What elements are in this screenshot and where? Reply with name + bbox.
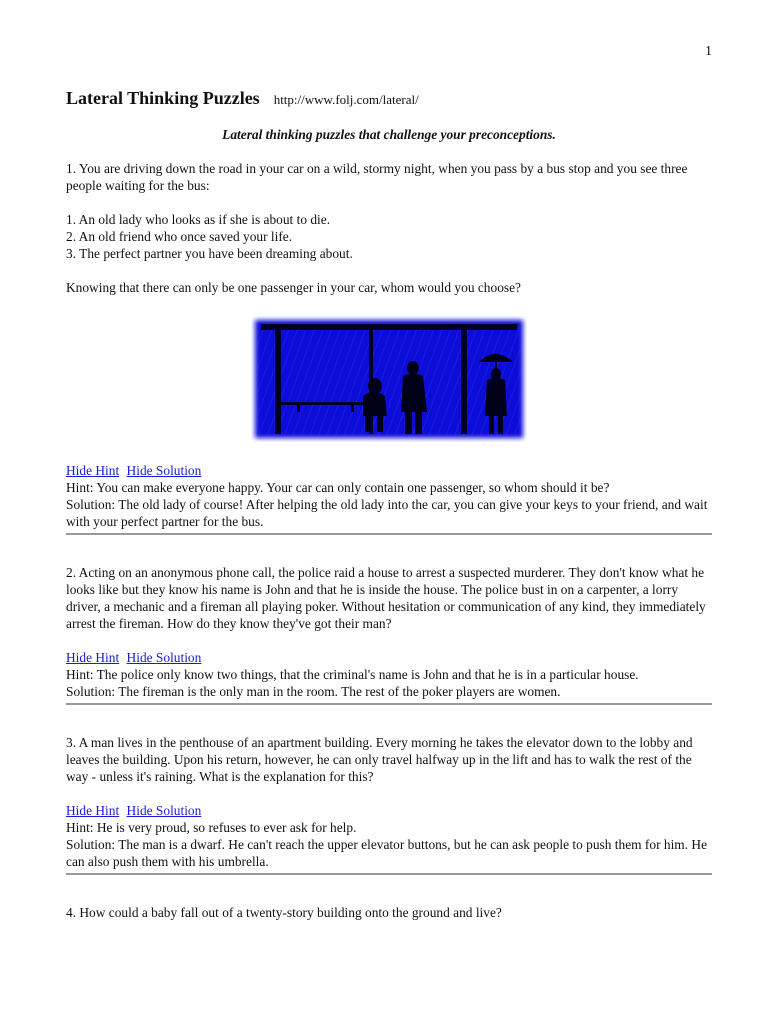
document-body — [66, 90, 712, 921]
option-item: 1. An old lady who looks as if she is about to die. — [66, 212, 331, 227]
puzzle-1 — [66, 160, 712, 535]
puzzle-question: 1. You are driving down the road in your car on a wild, stormy night, when you pass by a bus stop and you see three people waiting for the bus: — [66, 161, 688, 193]
page-title: Lateral Thinking Puzzles — [66, 88, 260, 108]
bus-stop-image — [66, 316, 712, 442]
hide-solution-link[interactable]: Hide Solution — [126, 650, 202, 665]
puzzle-followup: Knowing that there can only be one passenger in your car, whom would you choose? — [66, 280, 521, 295]
puzzle-question: 3. A man lives in the penthouse of an apartment building. Every morning he takes the elevator down to the lobby and leaves the building. Upon his return, however, he can only travel halfway up in the lift and has to walk the rest of the way - unless it's raining. What is the explanation for this? — [66, 735, 693, 784]
puzzle-solution: Solution: The fireman is the only man in the room. The rest of the poker players are women. — [66, 684, 561, 699]
puzzle-4 — [66, 904, 712, 921]
hint-solution-links — [66, 649, 712, 666]
hide-hint-link[interactable]: Hide Hint — [66, 650, 120, 665]
hide-hint-link[interactable]: Hide Hint — [66, 803, 120, 818]
divider — [66, 533, 712, 535]
puzzle-solution: Solution: The man is a dwarf. He can't reach the upper elevator buttons, but he can ask people to push them for him. He can also push them with his umbrella. — [66, 837, 708, 869]
hide-solution-link[interactable]: Hide Solution — [126, 463, 202, 478]
source-url: http://www.folj.com/lateral/ — [273, 92, 419, 107]
option-item: 3. The perfect partner you have been dreaming about. — [66, 246, 353, 261]
puzzle-3 — [66, 734, 712, 875]
divider — [66, 703, 712, 705]
header — [66, 90, 712, 108]
page-subtitle: Lateral thinking puzzles that challenge your preconceptions. — [222, 127, 556, 142]
puzzle-solution: Solution: The old lady of course! After helping the old lady into the car, you can give your keys to your friend, and wait with your perfect partner for the bus. — [66, 497, 708, 529]
bus-stop-illustration — [251, 316, 527, 442]
hint-solution-links — [66, 802, 712, 819]
hide-hint-link[interactable]: Hide Hint — [66, 463, 120, 478]
puzzle-hint: Hint: He is very proud, so refuses to ever ask for help. — [66, 820, 357, 835]
hide-solution-link[interactable]: Hide Solution — [126, 803, 202, 818]
puzzle-2 — [66, 564, 712, 705]
puzzle-question: 2. Acting on an anonymous phone call, the police raid a house to arrest a suspected murderer. They don't know what he looks like but they know his name is John and that he is inside the house. The police bust in on a carpenter, a lorry driver, a mechanic and a fireman all playing poker. Without hesitation or communication of any kind, they immediately arrest the fireman. How do they know they've got their man? — [66, 565, 706, 631]
puzzle-hint: Hint: The police only know two things, that the criminal's name is John and that he is in a particular house. — [66, 667, 639, 682]
puzzle-hint: Hint: You can make everyone happy. Your car can only contain one passenger, so whom should it be? — [66, 480, 610, 495]
puzzle-question: 4. How could a baby fall out of a twenty-story building onto the ground and live? — [66, 905, 502, 920]
page-number: 1 — [705, 44, 712, 59]
option-item: 2. An old friend who once saved your life. — [66, 229, 293, 244]
hint-solution-links — [66, 462, 712, 479]
divider — [66, 873, 712, 875]
